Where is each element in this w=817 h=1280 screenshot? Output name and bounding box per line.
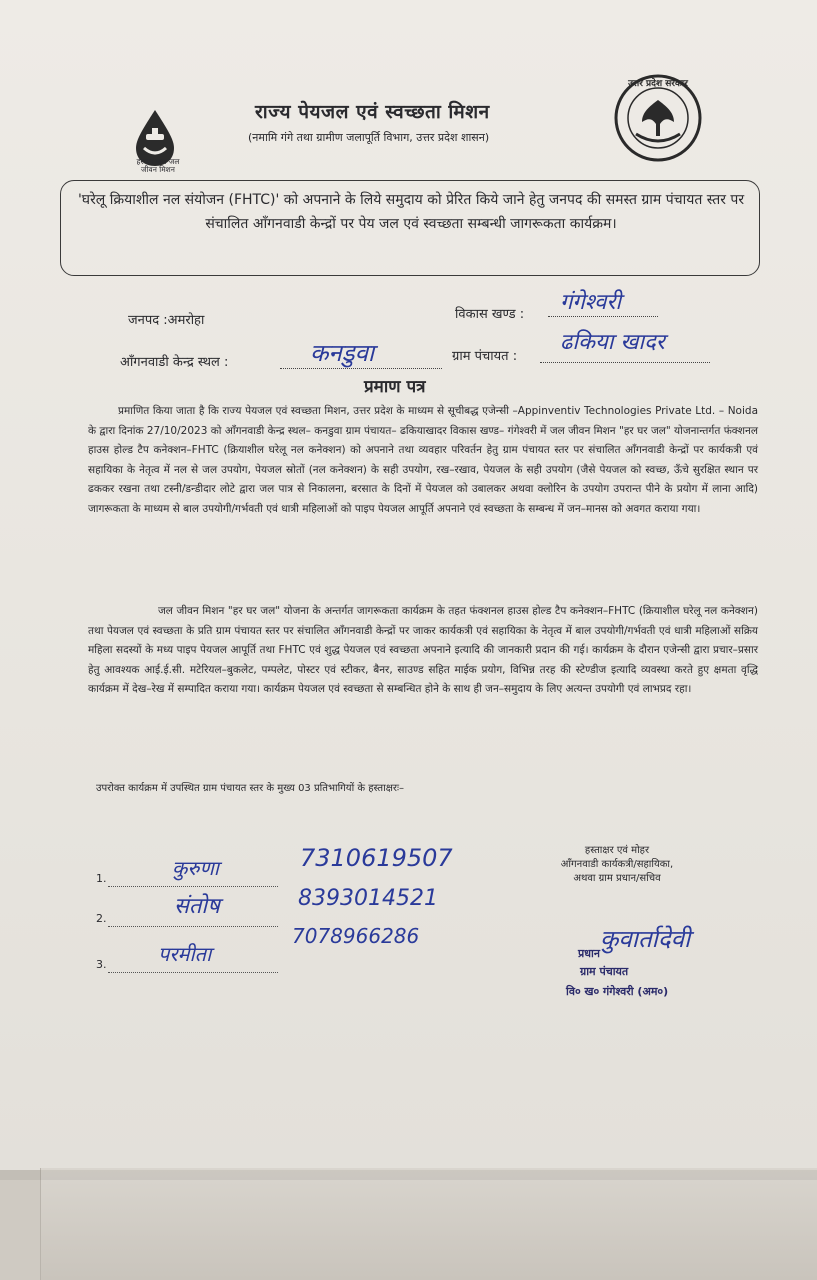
stamp-line-3: वि० ख० गंगेश्वरी (अम०) — [566, 985, 669, 998]
participant-1-line — [108, 886, 278, 887]
panchayat-value: ढकिया खादर — [560, 330, 665, 355]
block-label: विकास खण्ड : — [455, 307, 525, 322]
block-value: गंगेश्वरी — [560, 290, 622, 315]
paper-shadow — [0, 1170, 817, 1180]
har-ghar-jal-logo — [130, 108, 200, 188]
stamp-line-2: ग्राम पंचायत — [580, 965, 629, 978]
signature-line-2: आँगनवाडी कार्यकत्री/सहायिका, — [560, 859, 674, 870]
up-government-emblem — [612, 72, 704, 164]
logo-caption: हर घर जल जल जीवन मिशन — [136, 157, 180, 174]
participant-2-phone: 8393014521 — [298, 886, 438, 911]
participant-2-name: संतोष — [174, 894, 220, 919]
underlying-paper — [40, 1168, 817, 1280]
signature-line-3: अथवा ग्राम प्रधान/सचिव — [573, 873, 661, 884]
program-banner-text: 'घरेलू क्रियाशील नल संयोजन (FHTC)' को अपनाने के लिये समुदाय को प्रेरित किये जाने हेतु जनपद की समस्त ग्राम पंचायत स्तर पर संचालित आँगनवाडी केन्द्रों पर पेय जल एवं स्वच्छता सम्बन्धी जागरूकता कार्यक्रम। — [77, 192, 745, 232]
anganwadi-label: आँगनवाडी केन्द्र स्थल : — [120, 355, 229, 370]
participants-list — [96, 844, 516, 980]
signature-block — [532, 844, 702, 886]
participant-2-num: 2. — [96, 912, 107, 925]
handwritten-signature: कुवार्तादेवी — [600, 925, 691, 953]
participant-1-phone: 7310619507 — [300, 844, 453, 872]
participant-3-name: परमीता — [158, 942, 212, 966]
panchayat-label: ग्राम पंचायत : — [452, 349, 518, 364]
district-label: जनपद : — [128, 313, 168, 328]
district-field — [128, 310, 204, 328]
mission-title: राज्य पेयजल एवं स्वच्छता मिशन — [255, 101, 490, 123]
mission-subtitle: (नमामि गंगे तथा ग्रामीण जलापूर्ति विभाग, उत्तर प्रदेश शासन) — [248, 131, 490, 144]
participant-2-line — [108, 926, 278, 927]
certificate-heading: प्रमाण पत्र — [364, 377, 426, 397]
stamp-line-1: प्रधान — [578, 947, 600, 960]
signature-line-1: हस्ताक्षर एवं मोहर — [584, 845, 650, 856]
participant-3-num: 3. — [96, 958, 107, 971]
emblem-text: उत्तर प्रदेश सरकार — [628, 79, 688, 89]
participant-3-phone: 7078966286 — [292, 924, 420, 948]
certificate-paragraph-2: जल जीवन मिशन "हर घर जल" योजना के अन्तर्गत जागरूकता कार्यक्रम के तहत फंक्शनल हाउस होल्ड टैप कनेक्शन–FHTC (क्रियाशील घरेलू नल कनेक्शन) तथा पेयजल एवं स्वच्छता के प्रति ग्राम पंचायत स्तर पर संचालित आँगनवाडी केन्द्रों पर जाकर कार्यकत्री एवं सहायिका के नेतृत्व में बाल उपयोगी/गर्भवती एवं धात्री महिलाओं सक्रिय महिला सदस्यों के मध्य पाइप पेयजल आपूर्ति तथा FHTC एवं शुद्ध पेयजल एवं स्वच्छता अपनाने इत्यादि की जानकारी प्रदान की गई। कार्यक्रम के दौरान एजेन्सी द्वारा प्रचार–प्रसार हेतु आवश्यक आई.ई.सी. मटेरियल–बुकलेट, पम्पलेट, पोस्टर एवं स्टीकर, बैनर, साउण्ड सहित माईक प्रयोग, विभिन्न तरह की स्टेण्डीज इत्यादि व्यवस्था करते हुए क्षमता वृद्धि कार्यक्रम में देख–रेख में सम्पादित कराया गया। कार्यक्रम पेयजल एवं स्वच्छता से सम्बन्धित होने के साथ ही जन–समुदाय के लिए अत्यन्त उपयोगी एवं लाभप्रद रहा। — [88, 605, 758, 695]
participant-3-line — [108, 972, 278, 973]
panchayat-dotted-line — [540, 362, 710, 363]
block-dotted-line — [548, 316, 658, 317]
participants-intro: उपरोक्त कार्यक्रम में उपस्थित ग्राम पंचायत स्तर के मुख्य 03 प्रतिभागियों के हस्ताक्षरः– — [96, 783, 404, 794]
district-value: अमरोहा — [167, 313, 205, 328]
certificate-paragraph-1: प्रमाणित किया जाता है कि राज्य पेयजल एवं स्वच्छता मिशन, उत्तर प्रदेश के माध्यम से सूचीबद्ध एजेन्सी –Appinventiv Technologies Private Ltd. – Noida के द्वारा दिनांक 27/10/2023 को आँगनवाडी केन्द्र स्थल– कनडुवा ग्राम पंचायत– ढकियाखादर विकास खण्ड– गंगेश्वरी में जल जीवन मिशन "हर घर जल" योजनान्तर्गत फंक्शनल हाउस होल्ड टैप कनेक्शन–FHTC (क्रियाशील घरेलू नल कनेक्शन) को अपनाने तथा व्यवहार परिवर्तन हेतु ग्राम पंचायत स्तर पर संचालित आँगनवाडी केन्द्रों पर कार्यकत्री एवं सहायिका के नेतृत्व में नल से जल उपयोग, पेयजल स्रोतों (नल कनेक्शन) के सही उपयोग, रख–रखाव, पेयजल के सही उपयोग (जैसे पेयजल को स्वच्छ, ऊँचे सुरक्षित स्थान पर ढककर रखना तथा टस्नी/डन्डीदार लोटे द्वारा जल पात्र से निकालना, बरसात के दिनों में पेयजल को उबालकर अथवा क्लोरिन के उपयोग उपरान्त पीने के प्रयोग में लाना आदि) जागरूकता के माध्यम से बाल उपयोगी/गर्भवती एवं धात्री महिलाओं को पाइप पेयजल आपूर्ति अपनाने एवं स्वच्छता के सम्बन्ध में जन–मानस को अवगत कराया गया। — [88, 405, 758, 515]
participant-1-num: 1. — [96, 872, 107, 885]
anganwadi-value: कनडुवा — [310, 339, 375, 367]
participant-1-name: कुरुणा — [172, 856, 219, 880]
